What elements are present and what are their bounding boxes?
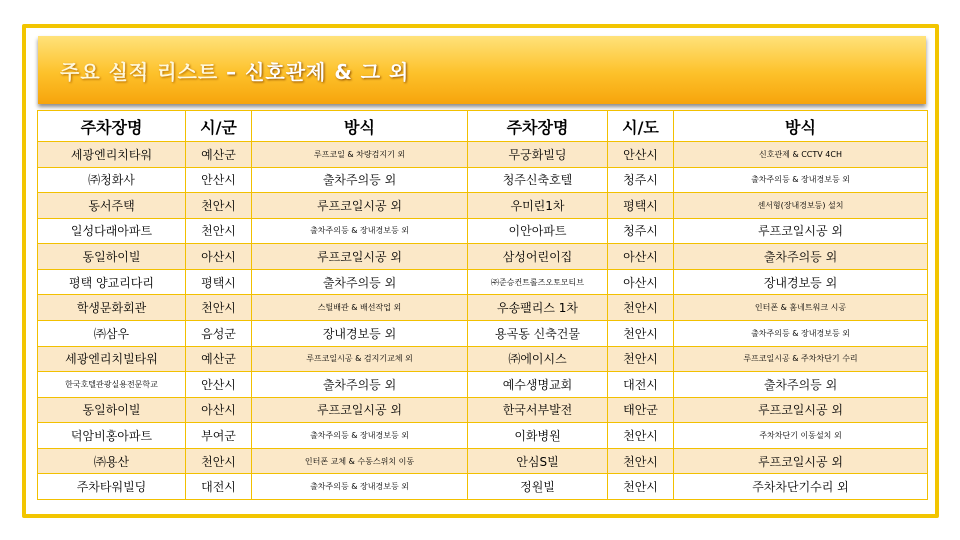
cell-lot-name-2: 우송팰리스 1차: [468, 295, 608, 321]
table-row: [38, 474, 928, 500]
col-header-method: 방식: [252, 111, 468, 142]
cell-method-2: 주차차단기 이동설치 외: [674, 423, 928, 449]
cell-city: 안산시: [186, 167, 252, 193]
cell-city-2: 청주시: [608, 167, 674, 193]
cell-method-2: 출차주의등 & 장내경보등 외: [674, 320, 928, 346]
cell-city: 대전시: [186, 474, 252, 500]
cell-lot-name: 세광엔리치타워: [38, 142, 186, 168]
cell-lot-name-2: 청주신축호텔: [468, 167, 608, 193]
cell-lot-name-2: 한국서부발전: [468, 397, 608, 423]
cell-city: 천안시: [186, 295, 252, 321]
cell-city-2: 천안시: [608, 448, 674, 474]
cell-method-2: 출차주의등 외: [674, 372, 928, 398]
cell-lot-name: 일성다래아파트: [38, 218, 186, 244]
table-row: [38, 295, 928, 321]
cell-city-2: 청주시: [608, 218, 674, 244]
cell-city-2: 천안시: [608, 423, 674, 449]
cell-method: 루프코일시공 외: [252, 397, 468, 423]
cell-lot-name-2: 무궁화빌딩: [468, 142, 608, 168]
cell-city-2: 아산시: [608, 269, 674, 295]
cell-method: 출차주의등 외: [252, 167, 468, 193]
cell-city-2: 안산시: [608, 142, 674, 168]
cell-method-2: 인터폰 & 홈네트워크 시공: [674, 295, 928, 321]
cell-city: 천안시: [186, 448, 252, 474]
col-header-lot-name: 주차장명: [38, 111, 186, 142]
cell-lot-name: 덕암비홍아파트: [38, 423, 186, 449]
results-table: [37, 110, 928, 500]
cell-lot-name: 동일하이빌: [38, 244, 186, 270]
cell-method: 출차주의등 & 장내경보등 외: [252, 423, 468, 449]
cell-lot-name: 학생문화회관: [38, 295, 186, 321]
cell-method-2: 센서형(장내경보등) 설치: [674, 193, 928, 219]
cell-method: 출차주의등 외: [252, 372, 468, 398]
slide-title: [60, 56, 409, 85]
cell-method: 출차주의등 & 장내경보등 외: [252, 218, 468, 244]
cell-method-2: 장내경보등 외: [674, 269, 928, 295]
cell-city: 평택시: [186, 269, 252, 295]
table-row: [38, 218, 928, 244]
title-banner: [38, 36, 926, 104]
table-row: [38, 167, 928, 193]
cell-city-2: 천안시: [608, 320, 674, 346]
cell-method-2: 주차차단기수리 외: [674, 474, 928, 500]
cell-method-2: 루프코일시공 외: [674, 397, 928, 423]
table-body: [38, 142, 928, 500]
cell-lot-name: 한국호텔관광실용전문학교: [38, 372, 186, 398]
cell-method-2: 출차주의등 외: [674, 244, 928, 270]
cell-method: 스틸배관 & 배선작업 외: [252, 295, 468, 321]
cell-city: 음성군: [186, 320, 252, 346]
col-header-city-2: 시/도: [608, 111, 674, 142]
cell-city-2: 아산시: [608, 244, 674, 270]
cell-city: 천안시: [186, 193, 252, 219]
cell-city: 부여군: [186, 423, 252, 449]
col-header-lot-name-2: 주차장명: [468, 111, 608, 142]
cell-method: 인터폰 교체 & 수동스위치 이동: [252, 448, 468, 474]
cell-city: 예산군: [186, 142, 252, 168]
cell-lot-name-2: 우미린1차: [468, 193, 608, 219]
cell-method: 장내경보등 외: [252, 320, 468, 346]
cell-method: 루프코일시공 & 검지기교체 외: [252, 346, 468, 372]
cell-city: 아산시: [186, 244, 252, 270]
cell-lot-name-2: ㈜에이시스: [468, 346, 608, 372]
cell-method-2: 루프코일시공 외: [674, 448, 928, 474]
table-row: [38, 346, 928, 372]
cell-method: 루프코일시공 외: [252, 244, 468, 270]
table-row: [38, 142, 928, 168]
cell-lot-name-2: 예수생명교회: [468, 372, 608, 398]
cell-lot-name: 동일하이빌: [38, 397, 186, 423]
cell-lot-name: ㈜용산: [38, 448, 186, 474]
cell-lot-name: 세광엔리치빌타워: [38, 346, 186, 372]
cell-lot-name-2: 삼성어린이집: [468, 244, 608, 270]
title-highlight: 주요 실적 리스트: [60, 60, 219, 84]
cell-lot-name: ㈜청화사: [38, 167, 186, 193]
cell-lot-name-2: 용곡동 신축건물: [468, 320, 608, 346]
table-row: [38, 320, 928, 346]
cell-lot-name: 평택 양교리다리: [38, 269, 186, 295]
cell-lot-name-2: ㈜준승컨트롤즈오토모티브: [468, 269, 608, 295]
cell-method: 루프코일 & 차량검지기 외: [252, 142, 468, 168]
cell-method: 출차주의등 외: [252, 269, 468, 295]
cell-method-2: 출차주의등 & 장내경보등 외: [674, 167, 928, 193]
table-row: [38, 244, 928, 270]
table-row: [38, 193, 928, 219]
col-header-method-2: 방식: [674, 111, 928, 142]
col-header-city: 시/군: [186, 111, 252, 142]
title-rest: – 신호관제 & 그 외: [218, 60, 410, 84]
cell-city-2: 천안시: [608, 474, 674, 500]
header-row: [38, 111, 928, 142]
cell-method: 출차주의등 & 장내경보등 외: [252, 474, 468, 500]
cell-lot-name: ㈜삼우: [38, 320, 186, 346]
table-row: [38, 397, 928, 423]
cell-lot-name: 주차타워빌딩: [38, 474, 186, 500]
cell-lot-name-2: 안심S빌: [468, 448, 608, 474]
cell-method-2: 루프코일시공 & 주차차단기 수리: [674, 346, 928, 372]
cell-city-2: 천안시: [608, 295, 674, 321]
cell-city: 아산시: [186, 397, 252, 423]
cell-city: 천안시: [186, 218, 252, 244]
cell-city: 예산군: [186, 346, 252, 372]
cell-city-2: 태안군: [608, 397, 674, 423]
table-row: [38, 448, 928, 474]
cell-city-2: 천안시: [608, 346, 674, 372]
cell-lot-name: 동서주택: [38, 193, 186, 219]
cell-method-2: 신호관제 & CCTV 4CH: [674, 142, 928, 168]
table-row: [38, 269, 928, 295]
cell-method-2: 루프코일시공 외: [674, 218, 928, 244]
cell-lot-name-2: 이화병원: [468, 423, 608, 449]
cell-lot-name-2: 정원빌: [468, 474, 608, 500]
table-row: [38, 372, 928, 398]
cell-city-2: 평택시: [608, 193, 674, 219]
cell-city: 안산시: [186, 372, 252, 398]
table-row: [38, 423, 928, 449]
cell-city-2: 대전시: [608, 372, 674, 398]
cell-method: 루프코일시공 외: [252, 193, 468, 219]
cell-lot-name-2: 이안아파트: [468, 218, 608, 244]
